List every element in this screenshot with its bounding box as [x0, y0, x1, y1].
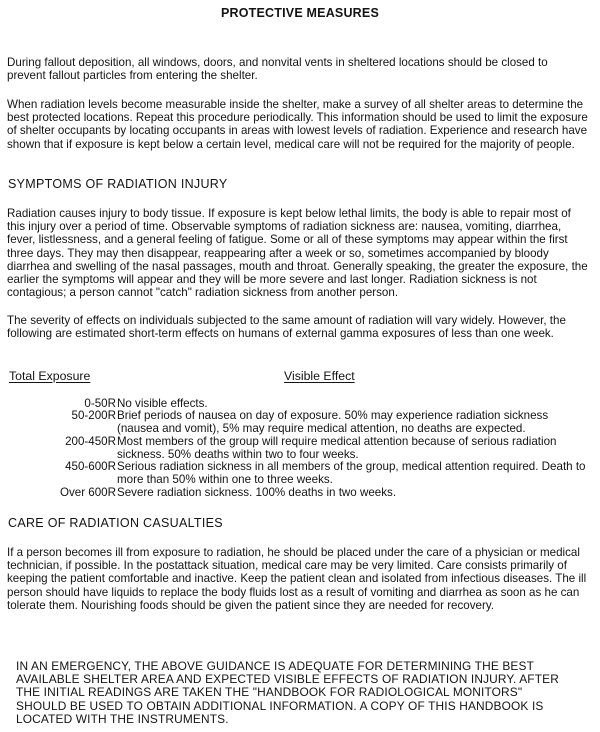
emergency-notice: IN AN EMERGENCY, THE ABOVE GUIDANCE IS ADEQUATE FOR DETERMINING THE BEST AVAILABLE SHELTER AREA AND EXPECTED VISIBLE EFFECTS OF RADIATION INJURY. AFTER THE INITIAL READINGS ARE TAKEN THE "HANDBOOK FOR RADIOLOGICAL MONITORS" SHOULD BE USED TO OBTAIN ADDITIONAL INFORMATION. A COPY OF THIS HANDBOOK IS LOCATED WITH THE INSTRUMENTS. [16, 659, 559, 726]
exposure-range: Over 600R [59, 486, 116, 499]
exposure-range: 450-600R [65, 460, 116, 473]
paragraph-care: If a person becomes ill from exposure to radiation, he should be placed under the care of a physician or medical technician, if possible. In the postattack situation, medical care may be very limited. Care consists primarily of keeping the patient comfortable and inactive. Keep the patient clean and isolated from infectious diseases. The ill person should have liquids to replace the body fluids lost as a result of vomiting and diarrhea as soon as he can tolerate them. Nourishing foods should be given the patient since they are needed for recovery. [7, 546, 587, 612]
column-header-total-exposure: Total Exposure [9, 369, 91, 383]
paragraph-fallout-deposition: During fallout deposition, all windows, doors, and nonvital vents in sheltered locations should be closed to prevent fallout particles from entering the shelter. [7, 56, 548, 83]
visible-effect: No visible effects. [117, 397, 208, 410]
page-title: PROTECTIVE MEASURES [221, 6, 379, 20]
heading-care: CARE OF RADIATION CASUALTIES [8, 516, 223, 530]
exposure-range: 0-50R [84, 397, 116, 410]
visible-effect: Severe radiation sickness. 100% deaths in two weeks. [117, 486, 397, 499]
visible-effect: Brief periods of nausea on day of exposure. 50% may experience radiation sickness (nausea and vomit), 5% may require medical attention, no deaths are expected. [117, 409, 549, 436]
exposure-range: 200-450R [65, 435, 116, 448]
paragraph-radiation-survey: When radiation levels become measurable inside the shelter, make a survey of all shelter areas to determine the best protected locations. Repeat this procedure periodically. This information should be used to limit the exposure of shelter occupants by locating occupants in areas with lowest levels of radiation. Experience and research have shown that if exposure is kept below a certain level, medical care will not be required for the majority of people. [7, 98, 588, 151]
paragraph-severity: The severity of effects on individuals subjected to the same amount of radiation will vary widely. However, the following are estimated short-term effects on humans of external gamma exposures of less than one week. [7, 314, 566, 341]
column-header-visible-effect: Visible Effect [284, 369, 355, 383]
heading-symptoms: SYMPTOMS OF RADIATION INJURY [8, 177, 228, 191]
visible-effect: Serious radiation sickness in all members of the group, medical attention required. Death to more than 50% within one to three weeks. [117, 460, 586, 487]
paragraph-symptoms: Radiation causes injury to body tissue. If exposure is kept below lethal limits, the body is able to repair most of this injury over a period of time. Observable symptoms of radiation sickness are: nausea, vomiting, diarrhea, fever, listlessness, and a general feeling of fatigue. Some or all of these symptoms may appear within the first three days. They may then disappear, reappearing after a week or so, sometimes accompanied by bloody diarrhea and swelling of the nasal passages, mouth and throat. Generally speaking, the greater the exposure, the earlier the symptoms will appear and they will be more severe and last longer. Radiation sickness is not contagious; a person cannot "catch" radiation sickness from another person. [7, 207, 588, 300]
visible-effect: Most members of the group will require medical attention because of serious radiation sickness. 50% deaths within two to four weeks. [117, 435, 557, 462]
exposure-range: 50-200R [71, 409, 116, 422]
